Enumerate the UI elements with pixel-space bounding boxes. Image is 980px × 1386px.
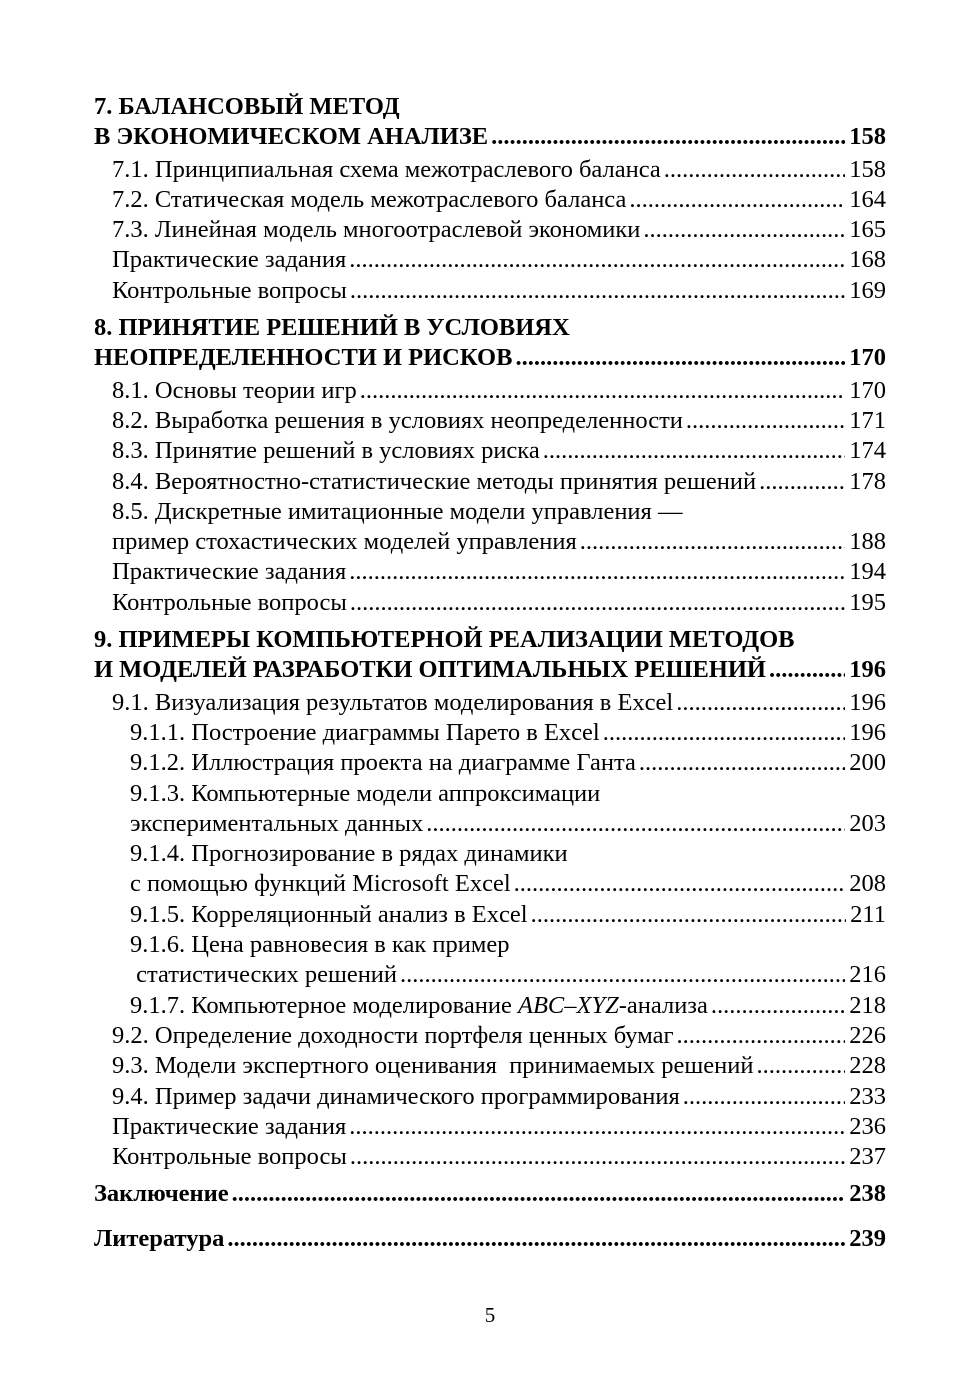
toc-section-entry (94, 185, 886, 215)
toc-section-entry (94, 376, 886, 406)
toc-entry-title: 8.3. Принятие решений в условиях риска (112, 437, 540, 465)
dot-leader (349, 1112, 845, 1142)
table-of-contents (94, 92, 886, 1254)
toc-entry-title-line: 9.1.6. Цена равновесия в как пример (130, 931, 510, 959)
toc-entry-title: Практические задания (112, 558, 347, 586)
toc-page-number: 226 (849, 1021, 886, 1049)
toc-chapter-entry (94, 1224, 886, 1254)
toc-entry-title: 7.1. Принципиальная схема межотраслевого баланса (112, 155, 661, 183)
toc-entry-title: Практические задания (112, 1112, 347, 1140)
toc-entry-title: Контрольные вопросы (112, 1143, 347, 1171)
toc-section-entry (94, 718, 886, 748)
toc-page-number: 237 (849, 1143, 886, 1171)
dot-leader (350, 1142, 845, 1172)
dot-leader (639, 748, 845, 778)
toc-entry-title: Литература (94, 1224, 225, 1252)
dot-leader (664, 155, 845, 185)
toc-section-entry (94, 1021, 886, 1051)
dot-leader (643, 215, 845, 245)
toc-page-number: 200 (849, 749, 886, 777)
toc-section-entry (94, 1051, 886, 1081)
dot-leader (711, 991, 845, 1021)
toc-page-number: 203 (849, 809, 886, 837)
toc-section-entry (94, 406, 886, 436)
toc-entry-title: В ЭКОНОМИЧЕСКОМ АНАЛИЗЕ (94, 123, 489, 151)
page-number: 5 (484, 1303, 496, 1327)
toc-entry-title: 8.1. Основы теории игр (112, 376, 357, 404)
toc-section-entry (94, 930, 886, 991)
toc-entry-title-line: 9.1.4. Прогнозирование в рядах динамики (130, 840, 568, 868)
toc-entry-title: 7.3. Линейная модель многоотраслевой экономики (112, 216, 641, 244)
toc-page-number: 158 (849, 123, 886, 151)
toc-entry-title: 7.2. Статическая модель межотраслевого баланса (112, 185, 627, 213)
toc-section-entry (94, 688, 886, 718)
toc-page-number: 196 (849, 656, 886, 684)
toc-page-number: 188 (849, 528, 886, 556)
dot-leader (677, 1021, 846, 1051)
dot-leader (350, 588, 845, 618)
dot-leader (531, 900, 847, 930)
dot-leader (580, 527, 846, 557)
toc-entry-title: 9.1. Визуализация результатов моделирования в Excel (112, 688, 674, 716)
toc-entry-title: 9.1.1. Построение диаграммы Парето в Excel (130, 718, 600, 746)
toc-page-number: 178 (849, 467, 886, 495)
dot-leader (400, 960, 845, 990)
toc-entry-title: Заключение (94, 1180, 229, 1208)
toc-entry-title: И МОДЕЛЕЙ РАЗРАБОТКИ ОПТИМАЛЬНЫХ РЕШЕНИЙ (94, 656, 766, 684)
toc-section-entry (94, 215, 886, 245)
toc-section-entry (94, 245, 886, 275)
toc-page-number: 168 (849, 246, 886, 274)
toc-page-number: 216 (849, 961, 886, 989)
dot-leader (683, 1082, 846, 1112)
toc-entry-title: 9.2. Определение доходности портфеля ценных бумаг (112, 1021, 674, 1049)
toc-entry-title-line: 7. БАЛАНСОВЫЙ МЕТОД (94, 93, 400, 120)
toc-entry-title: 9.3. Модели экспертного оценивания принимаемых решений (112, 1052, 754, 1080)
toc-page-number: 170 (849, 376, 886, 404)
toc-section-entry (94, 436, 886, 466)
toc-section-entry (94, 1082, 886, 1112)
dot-leader (349, 557, 845, 587)
toc-page-number: 171 (849, 406, 886, 434)
toc-entry-title: 8.2. Выработка решения в условиях неопределенности (112, 406, 683, 434)
toc-entry-title: Практические задания (112, 246, 347, 274)
toc-page-number: 170 (849, 344, 886, 372)
toc-page-number: 238 (849, 1180, 886, 1208)
toc-entry-title: статистических решений (130, 961, 398, 989)
toc-page-number: 228 (849, 1052, 886, 1080)
toc-page-number: 218 (849, 991, 886, 1019)
toc-section-entry (94, 497, 886, 558)
toc-page-number: 211 (850, 900, 886, 928)
toc-entry-title: с помощью функций Microsoft Excel (130, 870, 511, 898)
toc-page-number: 236 (849, 1112, 886, 1140)
toc-page-number: 169 (849, 276, 886, 304)
toc-page-number: 239 (849, 1224, 886, 1252)
toc-entry-title-line: 9. ПРИМЕРЫ КОМПЬЮТЕРНОЙ РЕАЛИЗАЦИИ МЕТОДОВ (94, 626, 795, 654)
toc-page-number: 174 (849, 437, 886, 465)
toc-section-entry (94, 155, 886, 185)
toc-entry-title: пример стохастических моделей управления (112, 528, 577, 556)
toc-page-number: 164 (849, 185, 886, 213)
toc-page-number: 158 (849, 155, 886, 183)
toc-chapter-entry (94, 92, 886, 153)
toc-entry-title: 8.4. Вероятностно-статистические методы принятия решений (112, 467, 757, 495)
toc-section-entry (94, 588, 886, 618)
toc-entry-title: НЕОПРЕДЕЛЕННОСТИ И РИСКОВ (94, 344, 513, 372)
dot-leader (426, 809, 845, 839)
toc-entry-title: 9.1.5. Корреляционный анализ в Excel (130, 900, 528, 928)
toc-entry-title-line: 9.1.3. Компьютерные модели аппроксимации (130, 779, 601, 807)
dot-leader (514, 869, 846, 899)
toc-section-entry (94, 1112, 886, 1142)
toc-page-number: 196 (849, 688, 886, 716)
toc-section-entry (94, 991, 886, 1021)
toc-chapter-entry (94, 625, 886, 686)
toc-page-number: 195 (849, 588, 886, 616)
dot-leader (360, 376, 845, 406)
toc-section-entry (94, 839, 886, 900)
dot-leader (757, 1051, 846, 1081)
toc-entry-title-line: 8. ПРИНЯТИЕ РЕШЕНИЙ В УСЛОВИЯХ (94, 314, 570, 342)
toc-section-entry (94, 779, 886, 840)
dot-leader (491, 122, 845, 152)
toc-page-number: 233 (849, 1082, 886, 1110)
dot-leader (759, 467, 845, 497)
toc-section-entry (94, 1142, 886, 1172)
toc-page-number: 208 (849, 870, 886, 898)
dot-leader (232, 1179, 846, 1209)
toc-entry-title-line: 8.5. Дискретные имитационные модели управления — (112, 497, 683, 525)
toc-section-entry (94, 467, 886, 497)
toc-page-number: 165 (849, 216, 886, 244)
toc-section-entry (94, 557, 886, 587)
toc-entry-title: 9.1.7. Компьютерное моделирование ABC–XYZ-анализа (130, 991, 708, 1019)
toc-entry-title: экспериментальных данных (130, 809, 424, 837)
toc-chapter-entry (94, 1179, 886, 1209)
dot-leader (603, 718, 846, 748)
toc-entry-title: Контрольные вопросы (112, 588, 347, 616)
toc-section-entry (94, 748, 886, 778)
toc-entry-title: Контрольные вопросы (112, 276, 347, 304)
toc-entry-title: 9.4. Пример задачи динамического программирования (112, 1082, 680, 1110)
dot-leader (349, 245, 845, 275)
dot-leader (676, 688, 845, 718)
dot-leader (686, 406, 845, 436)
dot-leader (769, 655, 845, 685)
toc-section-entry (94, 900, 886, 930)
dot-leader (227, 1224, 845, 1254)
toc-page-number: 196 (849, 718, 886, 746)
dot-leader (629, 185, 845, 215)
dot-leader (515, 343, 845, 373)
toc-section-entry (94, 276, 886, 306)
dot-leader (350, 276, 845, 306)
toc-page-number: 194 (849, 558, 886, 586)
toc-chapter-entry (94, 313, 886, 374)
dot-leader (543, 436, 846, 466)
toc-entry-title: 9.1.2. Иллюстрация проекта на диаграмме Ганта (130, 749, 636, 777)
